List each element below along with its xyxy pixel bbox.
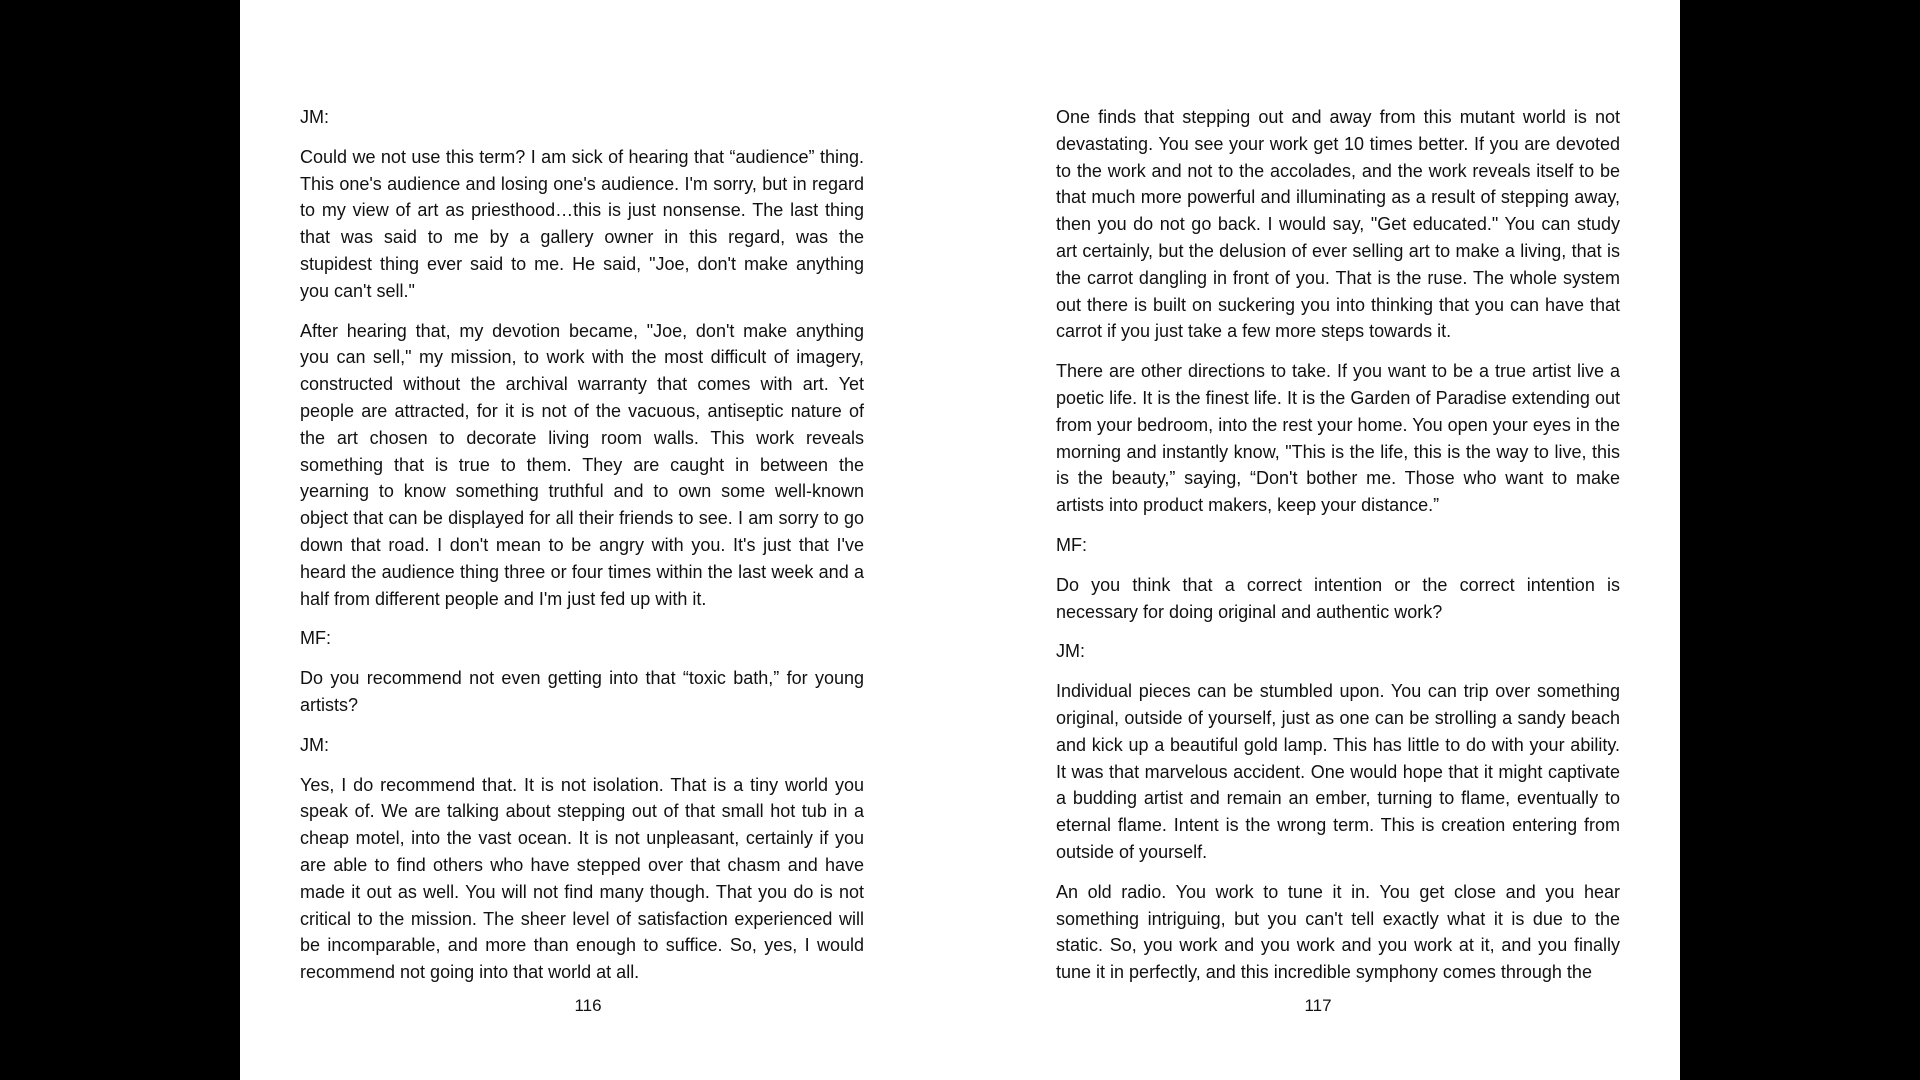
paragraph: Do you recommend not even getting into that “toxic bath,” for young artists?: [300, 668, 864, 715]
paragraph: An old radio. You work to tune it in. You get close and you hear something intriguing, but you can't tell exactly what it is due to the static. So, you work and you work and you work at it, and you finally tune it in perfectly, and this incredible symphony comes through the: [1056, 881, 1620, 983]
page-number: 116: [574, 996, 602, 1015]
left-page: [240, 0, 960, 1080]
paragraph: One finds that stepping out and away from this mutant world is not devastating. You see your work get 10 times better. If you are devoted to the work and not to the accolades, and the work reveals itself to be that much more powerful and illuminating as a result of stepping away, then you do not go back. I would say, "Get educated." You can study art certainly, but the delusion of ever selling art to make a living, that is the carrot dangling in front of you. That is the ruse. The whole system out there is built on suckering you into thinking that you can have that carrot if you just take a few more steps towards it.: [1056, 107, 1620, 342]
left-page-text: [300, 104, 864, 999]
book-spread: [240, 0, 1680, 1080]
page-number: 117: [1304, 996, 1332, 1015]
paragraph: Yes, I do recommend that. It is not isolation. That is a tiny world you speak of. We are talking about stepping out of that small hot tub in a cheap motel, into the vast ocean. It is not unpleasant, certainly if you are able to find others who have stepped over that chasm and have made it out as well. You will not find many though. That you do is not critical to the mission. The sheer level of satisfaction experienced will be incomparable, and more than enough to suffice. So, yes, I would recommend not going into that world at all.: [300, 774, 864, 983]
speaker-label: MF:: [1056, 534, 1087, 555]
right-page-text: [1056, 104, 1620, 999]
speaker-label: JM:: [300, 107, 329, 127]
paragraph: Do you think that a correct intention or the correct intention is necessary for doing original and authentic work?: [1056, 574, 1620, 622]
paragraph: After hearing that, my devotion became, "Joe, don't make anything you can sell," my mission, to work with the most difficult of imagery, constructed without the archival warranty that comes with art. Yet people are attracted, for it is not of the vacuous, antiseptic nature of the art chosen to decorate living room walls. This work reveals something that is true to them. They are caught in between the yearning to know something truthful and to own some well-known object that can be displayed for all their friends to see. I am sorry to go down that road. I don't mean to be angry with you. It's just that I've heard the audience thing three or four times within the last week and a half from different people and I'm just fed up with it.: [300, 320, 864, 609]
speaker-label: JM:: [300, 734, 329, 755]
speaker-label: JM:: [1056, 641, 1085, 662]
paragraph: There are other directions to take. If you want to be a true artist live a poetic life. It is the finest life. It is the Garden of Paradise extending out from your bedroom, into the rest your home. You open your eyes in the morning and instantly know, "This is the life, this is the way to live, this is the beauty,” saying, “Don't bother me. Those who want to make artists into product makers, keep your distance.”: [1056, 361, 1620, 516]
paragraph: Individual pieces can be stumbled upon. You can trip over something original, outside of yourself, just as one can be strolling a sandy beach and kick up a beautiful gold lamp. This has little to do with your ability. It was that marvelous accident. One would hope that it might captivate a budding artist and remain an ember, turning to flame, eventually to eternal flame. Intent is the wrong term. This is creation entering from outside of yourself.: [1056, 681, 1620, 862]
paragraph: Could we not use this term? I am sick of hearing that “audience” thing. This one's audience and losing one's audience. I'm sorry, but in regard to my view of art as priesthood…this is just nonsense. The last thing that was said to me by a gallery owner in this regard, was the stupidest thing ever said to me. He said, "Joe, don't make anything you can't sell.": [300, 146, 864, 301]
speaker-label: MF:: [300, 628, 331, 649]
right-page: [960, 0, 1680, 1080]
